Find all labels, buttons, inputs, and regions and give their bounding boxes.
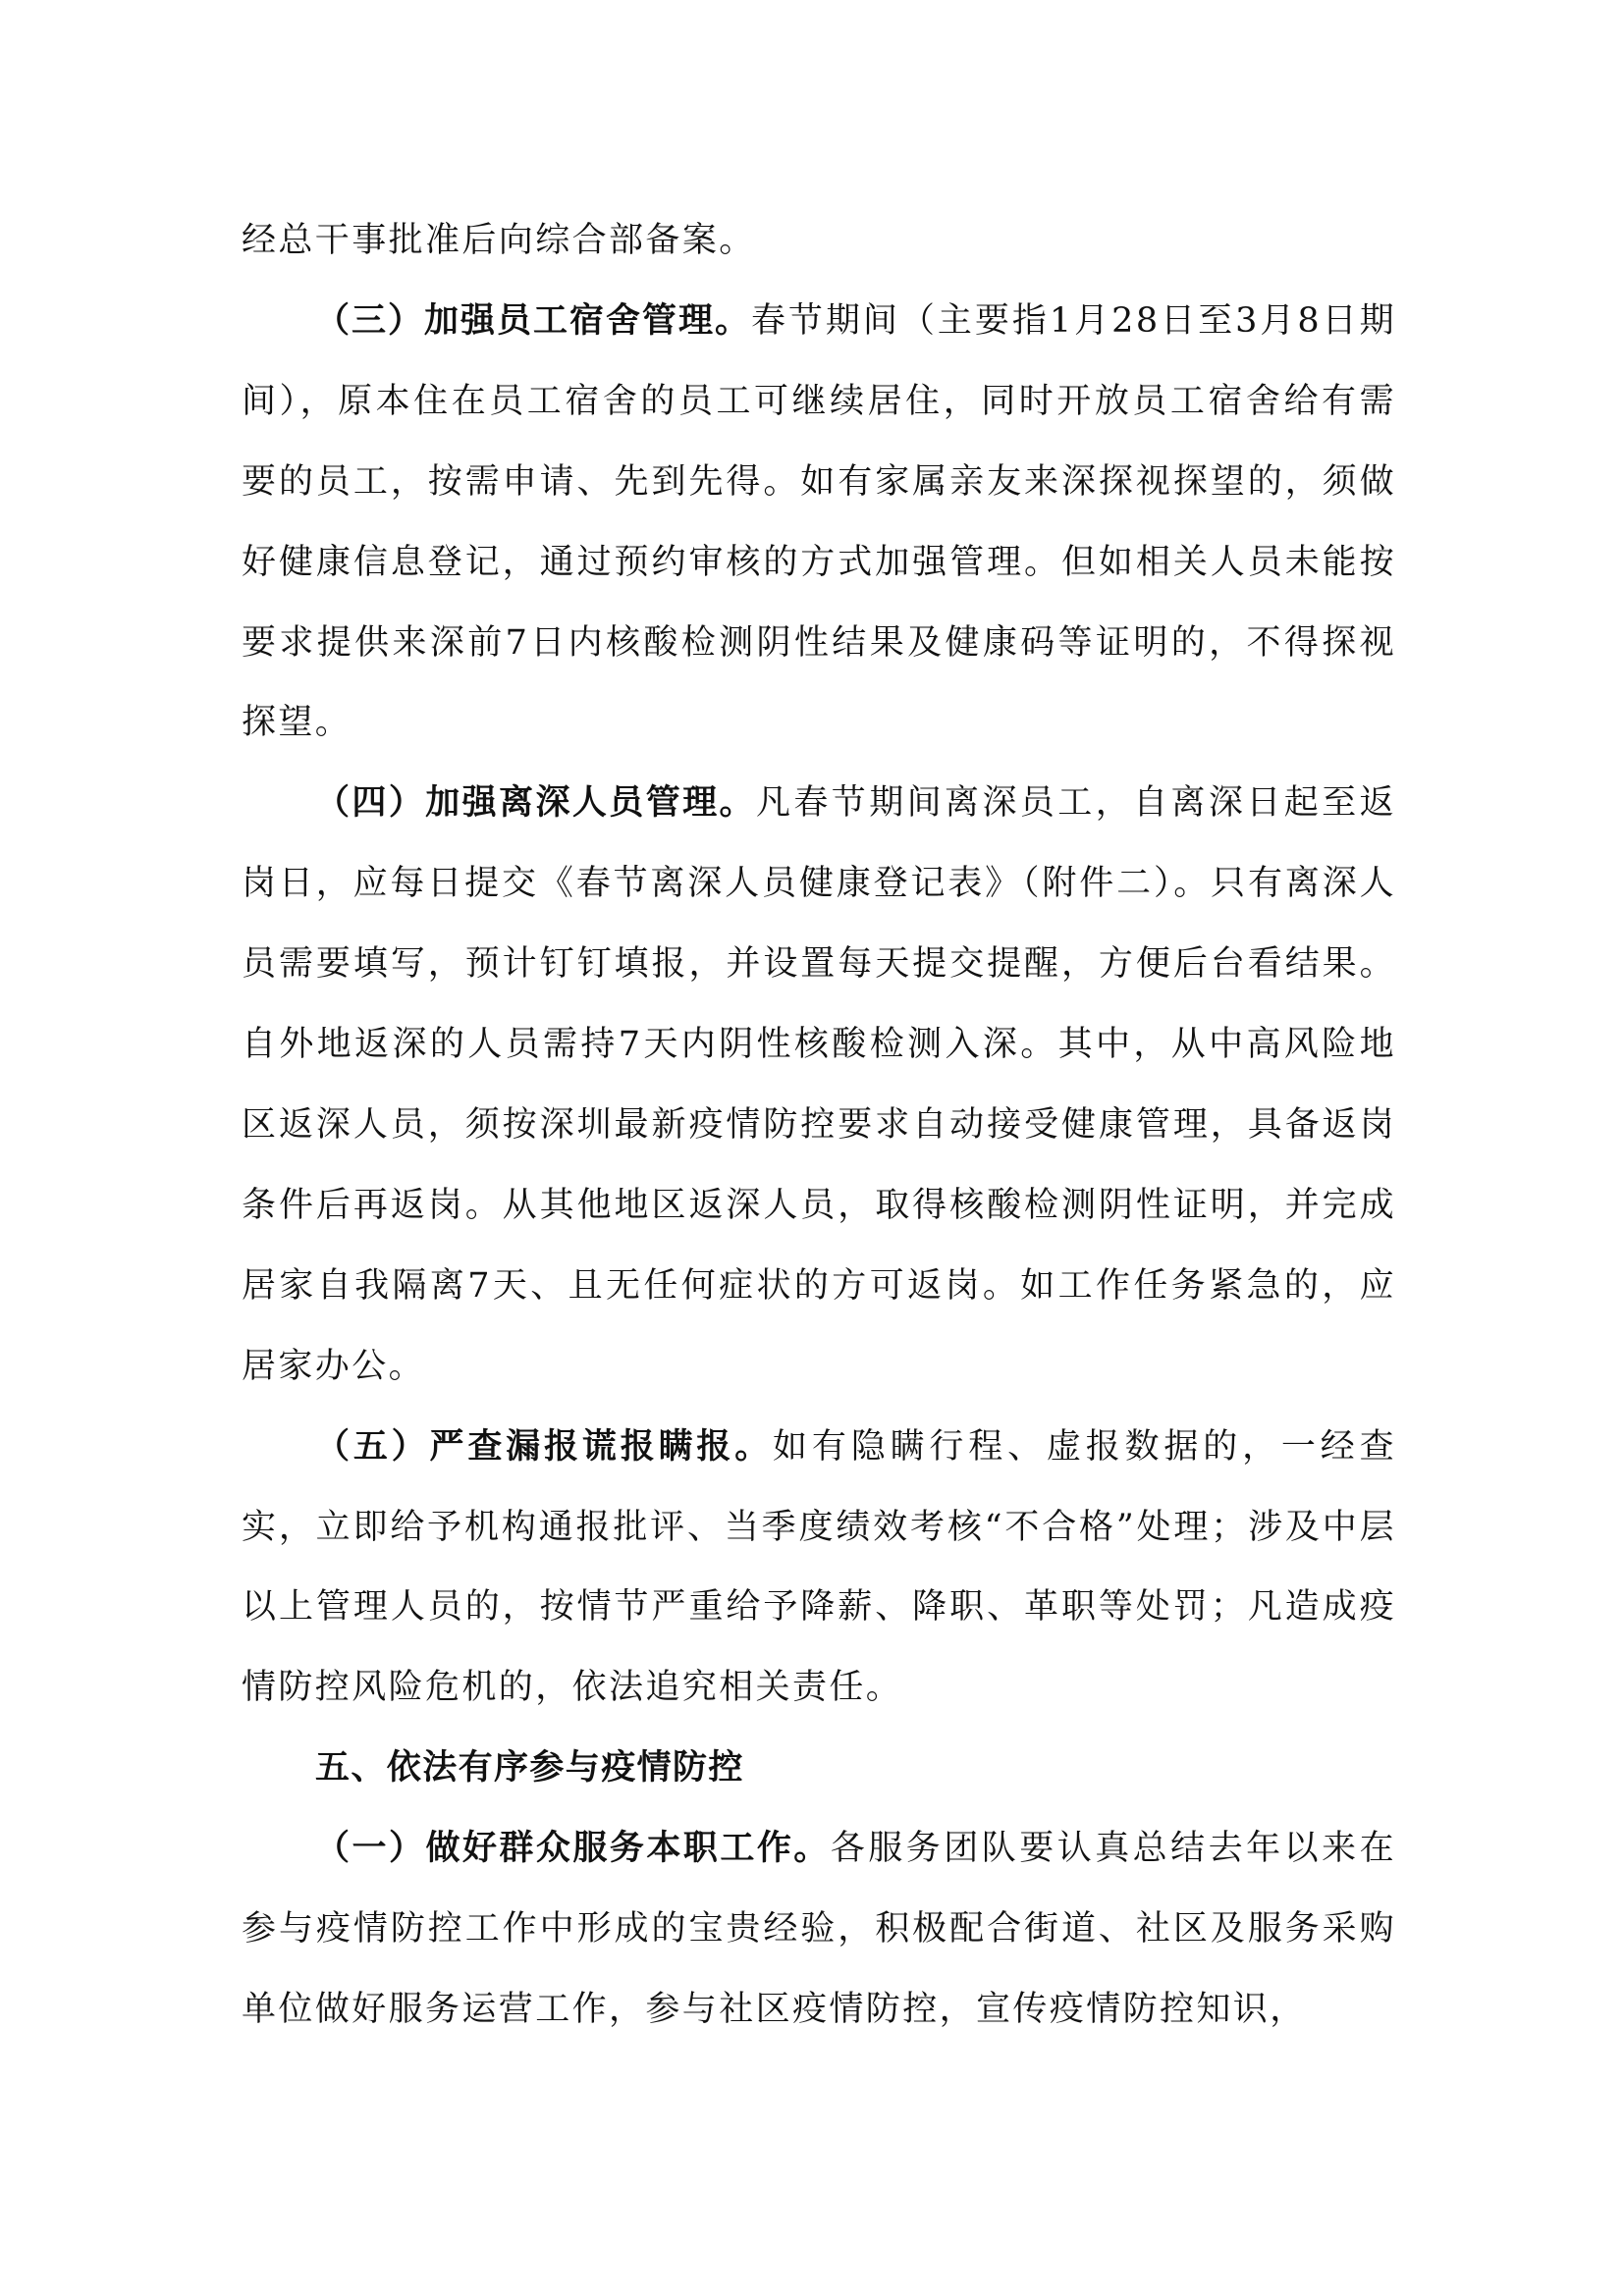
paragraph-body: 凡春节期间离深员工，自离深日起至返岗日，应每日提交《春节离深人员健康登记表》（附件二）。只有离深人员需要填写，预计钉钉填报，并设置每天提交提醒，方便后台看结果。自外地返深的人员需持7天内阴性核酸检测入深。其中，从中高风险地区返深人员，须按深圳最新疫情防控要求自动接受健康管理，具备返岗条件后再返岗。从其他地区返深人员，取得核酸检测阴性证明，并完成居家自我隔离7天、且无任何症状的方可返岗。如工作任务紧急的，应居家办公。 xyxy=(242,783,1396,1386)
paragraph-body: 春节期间（主要指1月28日至3月8日期间），原本住在员工宿舍的员工可继续居住，同时开放员工宿舍给有需要的员工，按需申请、先到先得。如有家属亲友来深探视探望的，须做好健康信息登记，通过预约审核的方式加强管理。但如相关人员未能按要求提供来深前7日内核酸检测阴性结果及健康码等证明的，不得探视探望。 xyxy=(242,300,1396,743)
section-heading: 五、依法有序参与疫情防控 xyxy=(315,1748,744,1789)
paragraph-lead: （五）严查漏报谎报瞒报。 xyxy=(315,1426,774,1467)
paragraph-lead: （四）加强离深人员管理。 xyxy=(315,783,756,824)
paragraph-false-reporting xyxy=(242,1408,1396,1730)
continuation-paragraph: 经总干事批准后向综合部备案。 xyxy=(242,221,756,260)
paragraph-departure-management xyxy=(242,764,1396,1407)
paragraph-dormitory-management xyxy=(242,282,1396,764)
paragraph-public-service xyxy=(242,1809,1396,2051)
paragraph-lead: （一）做好群众服务本职工作。 xyxy=(315,1829,831,1869)
document-page xyxy=(242,201,1396,2051)
paragraph-body: 各服务团队要认真总结去年以来在参与疫情防控工作中形成的宝贵经验，积极配合街道、社区及服务采购单位做好服务运营工作，参与社区疫情防控，宣传疫情防控知识， xyxy=(242,1829,1396,2029)
paragraph-lead: （三）加强员工宿舍管理。 xyxy=(315,300,751,341)
paragraph-body: 如有隐瞒行程、虚报数据的，一经查实，立即给予机构通报批评、当季度绩效考核“不合格”处理；涉及中层以上管理人员的，按情节严重给予降薪、降职、革职等处罚；凡造成疫情防控风险危机的，依法追究相关责任。 xyxy=(242,1426,1396,1708)
